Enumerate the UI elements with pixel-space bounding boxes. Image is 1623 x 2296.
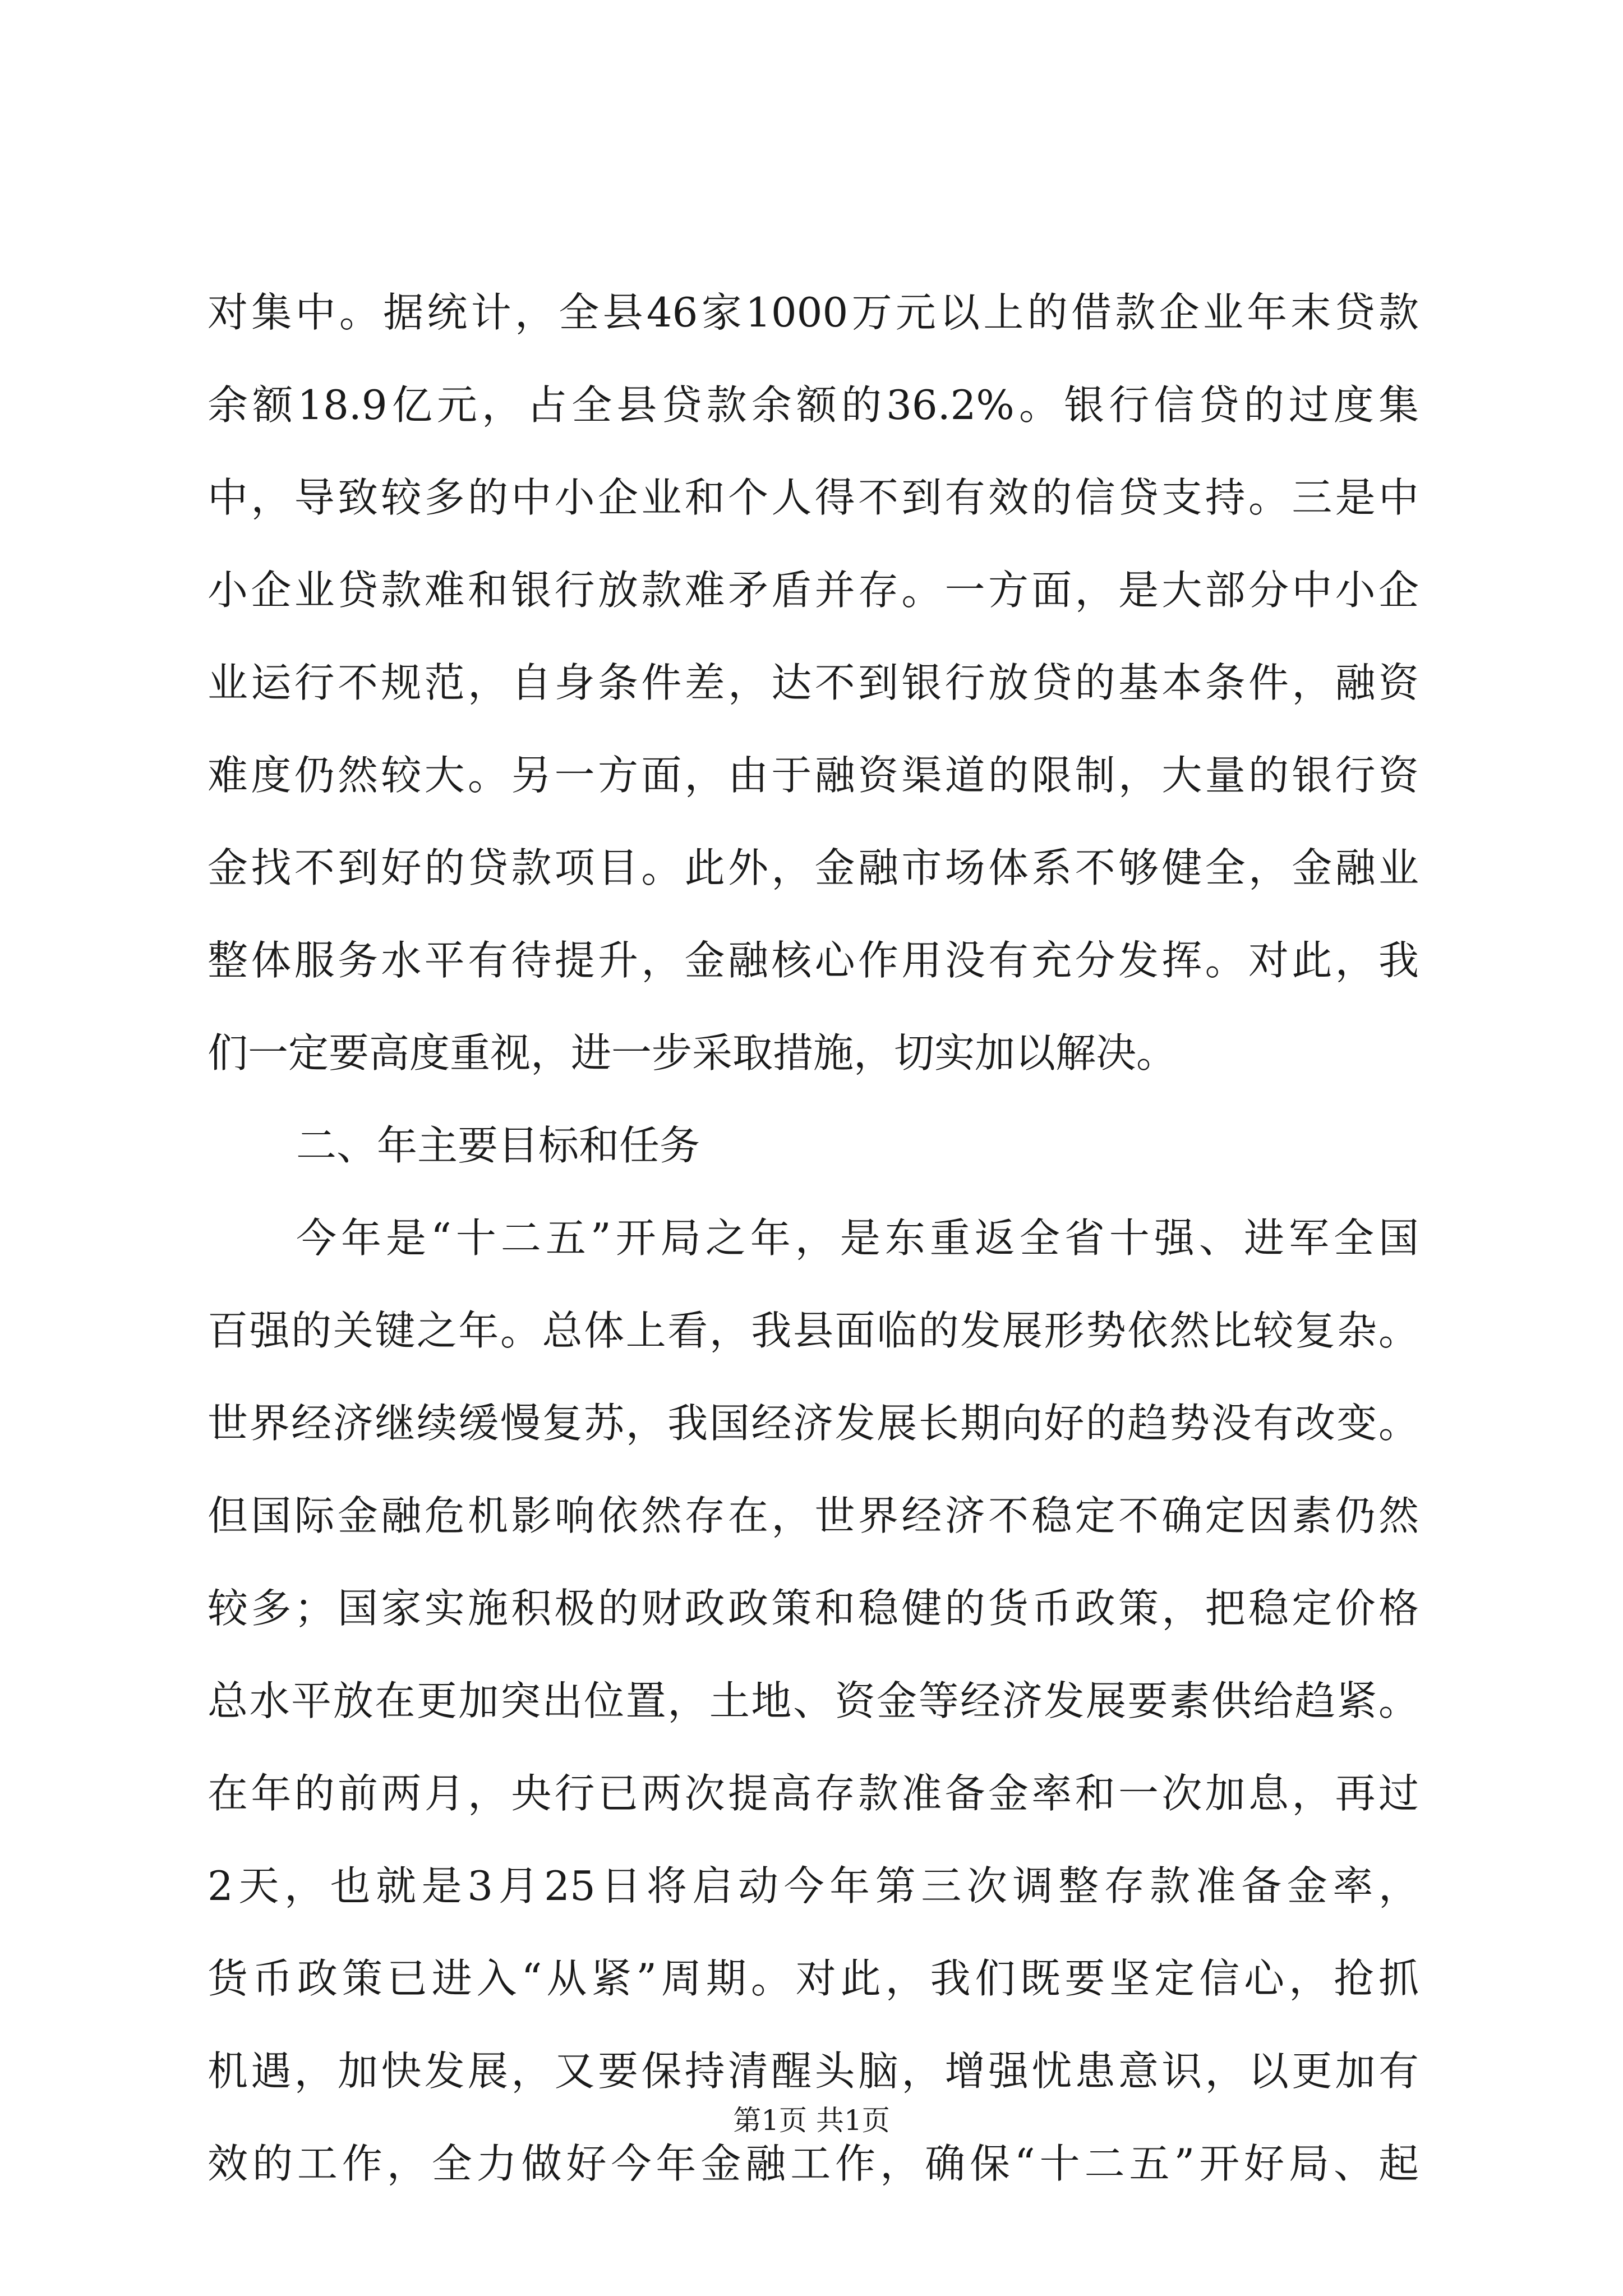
document-body	[208, 266, 1419, 2210]
section-heading: 二、年主要目标和任务	[296, 1122, 700, 1169]
text-line-21: 效的工作，全力做好今年金融工作，确保“十二五”开好局、起	[208, 2140, 1419, 2187]
text-line-1: 对集中。据统计，全县46家1000万元以上的借款企业年末贷款	[208, 289, 1419, 336]
text-line-19: 货币政策已进入“从紧”周期。对此，我们既要坚定信心，抢抓	[208, 1955, 1419, 2002]
text-line-7: 金找不到好的贷款项目。此外，金融市场体系不够健全，金融业	[208, 844, 1419, 891]
text-line-4: 小企业贷款难和银行放款难矛盾并存。一方面，是大部分中小企	[208, 567, 1419, 614]
text-line-17: 在年的前两月，央行已两次提高存款准备金率和一次加息，再过	[208, 1770, 1419, 1817]
text-line-18: 2天，也就是3月25日将启动今年第三次调整存款准备金率，	[208, 1862, 1419, 1910]
text-line-6: 难度仍然较大。另一方面，由于融资渠道的限制，大量的银行资	[208, 752, 1419, 799]
text-line-16: 总水平放在更加突出位置，土地、资金等经济发展要素供给趋紧。	[208, 1677, 1419, 1724]
text-line-15: 较多；国家实施积极的财政政策和稳健的货币政策，把稳定价格	[208, 1585, 1419, 1632]
text-line-3: 中，导致较多的中小企业和个人得不到有效的信贷支持。三是中	[208, 474, 1419, 521]
text-line-13: 世界经济继续缓慢复苏，我国经济发展长期向好的趋势没有改变。	[208, 1400, 1419, 1447]
text-line-12: 百强的关键之年。总体上看，我县面临的发展形势依然比较复杂。	[208, 1307, 1419, 1354]
text-line-20: 机遇，加快发展，又要保持清醒头脑，增强忧患意识，以更加有	[208, 2047, 1419, 2095]
page-number-footer: 第1页 共1页	[733, 2104, 890, 2137]
text-line-11: 今年是“十二五”开局之年，是东重返全省十强、进军全国	[296, 1214, 1419, 1262]
text-line-14: 但国际金融危机影响依然存在，世界经济不稳定不确定因素仍然	[208, 1492, 1419, 1539]
text-line-8: 整体服务水平有待提升，金融核心作用没有充分发挥。对此，我	[208, 937, 1419, 984]
text-line-2: 余额18.9亿元，占全县贷款余额的36.2%。银行信贷的过度集	[208, 381, 1419, 429]
text-line-9: 们一定要高度重视，进一步采取措施，切实加以解决。	[208, 1029, 1177, 1076]
text-line-5: 业运行不规范，自身条件差，达不到银行放贷的基本条件，融资	[208, 659, 1419, 706]
